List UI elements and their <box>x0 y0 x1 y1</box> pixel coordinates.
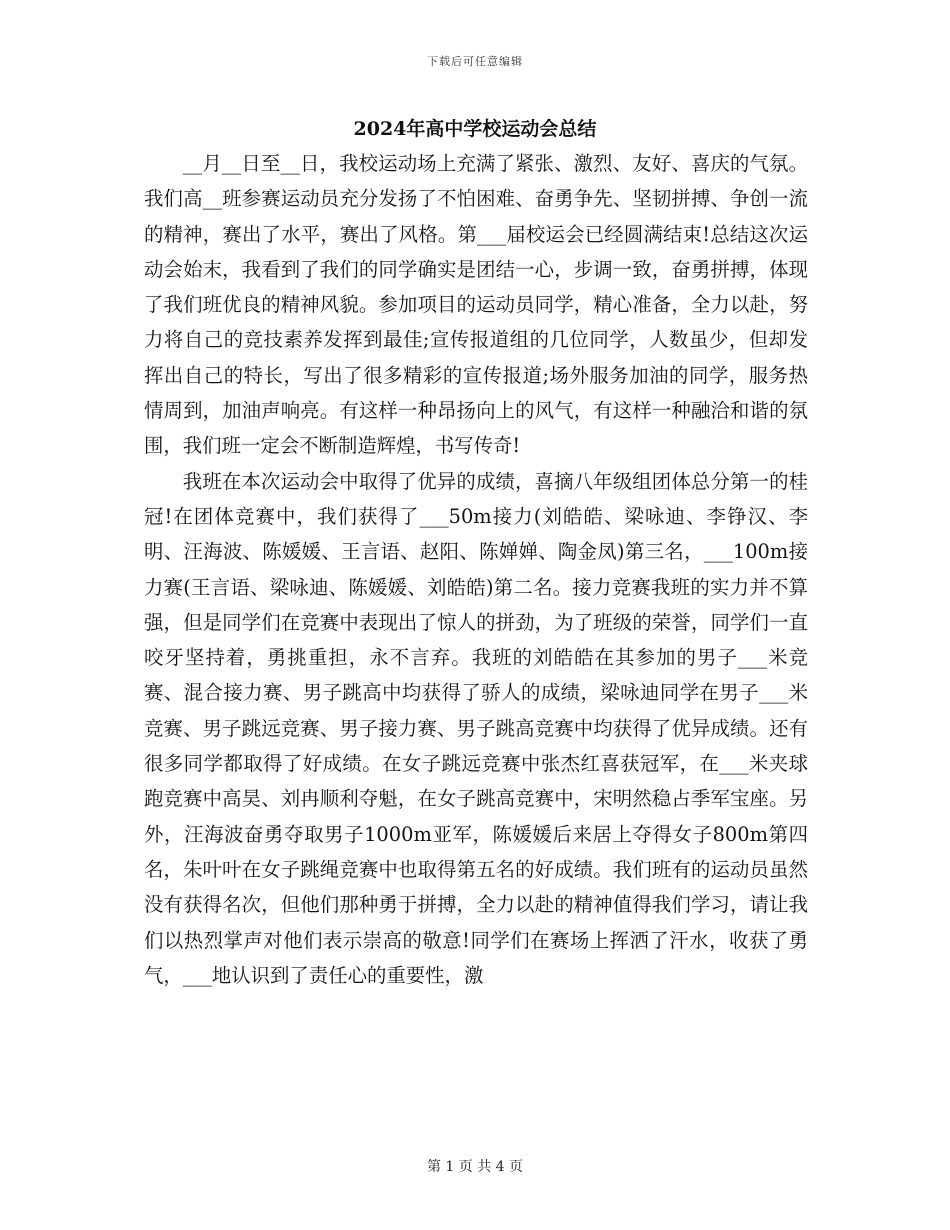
page-indicator: 第 1 页 共 4 页 <box>426 1159 524 1175</box>
header-note: 下载后可任意编辑 <box>427 55 523 68</box>
document-body <box>144 146 808 993</box>
document-title: 2024年高中学校运动会总结 <box>353 118 597 140</box>
paragraph-2: 我班在本次运动会中取得了优异的成绩，喜摘八年级组团体总分第一的桂冠!在团体竞赛中，我们获得了___50m接力(刘皓皓、梁咏迪、李铮汉、李明、汪海波、陈媛媛、王言语、赵阳、陈婵婵、陶金凤)第三名，___100m接力赛(王言语、梁咏迪、陈媛媛、刘皓皓)第二名。接力竞赛我班的实力并不算强，但是同学们在竞赛中表现出了惊人的拼劲，为了班级的荣誉，同学们一直咬牙坚持着，勇挑重担，永不言弃。我班的刘皓皓在其参加的男子___米竞赛、混合接力赛、男子跳高中均获得了骄人的成绩，梁咏迪同学在男子___米竞赛、男子跳远竞赛、男子接力赛、男子跳高竞赛中均获得了优异成绩。还有很多同学都取得了好成绩。在女子跳远竞赛中张杰红喜获冠军，在___米夹球跑竞赛中高昊、刘冉顺利夺魁，在女子跳高竞赛中，宋明然稳占季军宝座。另外，汪海波奋勇夺取男子1000m亚军，陈媛媛后来居上夺得女子800m第四名，朱叶叶在女子跳绳竞赛中也取得第五名的好成绩。我们班有的运动员虽然没有获得名次，但他们那种勇于拼搏，全力以赴的精神值得我们学习，请让我们以热烈掌声对他们表示崇高的敬意!同学们在赛场上挥洒了汗水，收获了勇气，___地认识到了责任心的重要性，激 <box>144 469 808 987</box>
paragraph-1: __月__日至__日，我校运动场上充满了紧张、激烈、友好、喜庆的气氛。我们高__班参赛运动员充分发扬了不怕困难、奋勇争先、坚韧拼搏、争创一流的精神，赛出了水平，赛出了风格。第___届校运会已经圆满结束!总结这次运动会始末，我看到了我们的同学确实是团结一心，步调一致，奋勇拼搏，体现了我们班优良的精神风貌。参加项目的运动员同学，精心准备，全力以赴，努力将自己的竞技素养发挥到最佳;宣传报道组的几位同学，人数虽少，但却发挥出自己的特长，写出了很多精彩的宣传报道;场外服务加油的同学，服务热情周到，加油声响亮。有这样一种昂扬向上的风气，有这样一种融洽和谐的氛围，我们班一定会不断制造辉煌，书写传奇! <box>144 152 808 458</box>
